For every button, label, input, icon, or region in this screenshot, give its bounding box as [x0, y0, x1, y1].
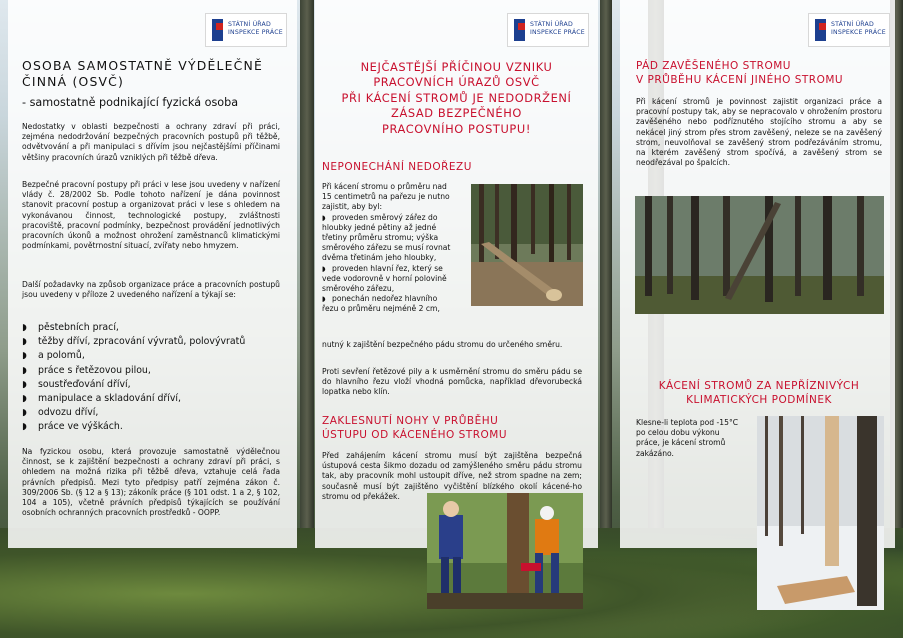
bullet-icon: ◗ [322, 295, 326, 304]
col1-title-line2: ČINNÁ (OSVČ) [22, 74, 125, 89]
text-line: práce, je kácení stromů [636, 438, 726, 448]
text-line: zakázáno. [636, 448, 674, 458]
list-item: ◗ manipulace a skladování dříví, [22, 392, 282, 406]
list-item: ◗ odvozu dříví, [22, 406, 282, 420]
list-item: ◗ těžby dříví, zpracování vývratů, polovývratů [22, 335, 282, 349]
logo-mark-icon [514, 19, 525, 41]
section-title-nedorez: NEPONECHÁNÍ NEDOŘEZU [322, 161, 472, 173]
text-line: vede vodorovně v horní polovině [322, 273, 447, 283]
text-line: směrového zářezu, [322, 284, 395, 294]
section-title-zaveseny-strom [636, 59, 843, 87]
felled-tree-illustration [471, 184, 583, 306]
tree-trunk [300, 0, 314, 548]
logo-line1: STÁTNÍ ÚŘAD [228, 21, 271, 28]
text-line: řezu o průměru nejméně 2 cm, [322, 304, 440, 314]
headline-line: PŘI KÁCENÍ STROMŮ JE NEDODRŽENÍ [341, 90, 572, 105]
title-line: KÁCENÍ STROMŮ ZA NEPŘÍZNIVÝCH [658, 380, 860, 392]
text-line: po celou dobu výkonu [636, 428, 720, 438]
text-line: ponechán nedořez hlavního [332, 294, 438, 304]
col1-paragraph-4: Na fyzickou osobu, která provozuje samostatně výdělečnou činnost, se k zajištění bezpečnosti a ochrany zdraví při práci, s ohledem na možná rizika při těžbě dřeva, vztahuje celá řada právních předpisů. Mezi tyto předpisy patří zejména zákon č. 309/2006 Sb. (§ 12 a § 13); zákoník práce (§ 101 odst. 1 a 2, § 102, 104 a 105), včetně právních předpisů týkajících se používání osobních ochranných pracovních prostředků - OOPP. [22, 447, 280, 518]
suip-logo [507, 13, 589, 47]
bullet-item [322, 264, 462, 274]
col2-s1-tail: nutný k zajištění bezpečného pádu stromu do určeného směru. [322, 340, 563, 349]
col1-list [22, 321, 282, 435]
col1-paragraph-3: Další požadavky na způsob organizace práce a pracovních postupů jsou uvedeny v příloze 2 uvedeného nařízení a týkají se: [22, 280, 280, 300]
logo-mark-icon [212, 19, 223, 41]
section-title-klima [636, 379, 882, 407]
text-line: Klesne-li teplota pod -15°C [636, 418, 739, 427]
logo-line1: STÁTNÍ ÚŘAD [831, 21, 874, 28]
logo-line2: INSPEKCE PRÁCE [228, 29, 283, 36]
list-item: ◗ soustřeďování dříví, [22, 378, 282, 392]
text-line: proveden hlavní řez, který se [332, 263, 443, 273]
logo-line1: STÁTNÍ ÚŘAD [530, 21, 573, 28]
col1-subtitle: - samostatně podnikající fyzická osoba [22, 96, 239, 109]
text-line: hloubky jedné pětiny až jedné [322, 222, 437, 232]
workers-illustration [427, 493, 583, 609]
title-line: PÁD ZAVĚŠENÉHO STROMU [636, 60, 791, 72]
text-line: Při kácení stromu o průměru nad [322, 182, 447, 191]
logo-mark-icon [815, 19, 826, 41]
photo-workers-chainsaw [427, 493, 583, 609]
list-item: ◗ práce s řetězovou pilou, [22, 364, 282, 378]
photo-hung-tree [635, 196, 884, 314]
col1-title [22, 58, 284, 90]
section-title-zaklesnuti [322, 414, 507, 442]
col1-title-line1: OSOBA SAMOSTATNĚ VÝDĚLEČNĚ [22, 58, 263, 73]
suip-logo [808, 13, 890, 47]
photo-winter-stump [757, 416, 884, 610]
col1-paragraph-2: Bezpečné pracovní postupy při práci v lese jsou uvedeny v nařízení vlády č. 28/2002 Sb. Podle tohoto nařízení je dána povinnost stanovit pracovní postup a organizovat práci v lese s ohledem na vykonávanou činnost, technologické postupy, zvláštnosti pracoviště, pracovní podmínky, bezpečnost provádění jednotlivých pracovních úkonů a možnost ohrožení zaměstnanců klimatickými podmínkami, povětrnostní situací, zvířaty nebo hmyzem. [22, 180, 280, 251]
col2-s2-paragraph: Před zahájením kácení stromu musí být zajištěna bezpečná ústupová cesta šikmo dozadu od zamýšleného směru pádu stromu tak, aby pracovník mohl ustoupit dříve, než strom spadne na zem; současně musí být zajištěno vyčištění blízkého okolí kácené-ho stromu od překážek. [322, 451, 582, 501]
list-item: ◗ práce ve výškách. [22, 420, 282, 434]
bullet-item [322, 294, 462, 304]
text-line: třetiny průměru stromu; výška [322, 233, 439, 243]
text-line: směrového zářezu se musí rovnat [322, 243, 451, 253]
col2-s1-text [322, 182, 462, 315]
col3-s2-text [636, 418, 750, 459]
photo-felled-tree [471, 184, 583, 306]
col2-headline [318, 60, 595, 137]
hung-tree-illustration [635, 196, 884, 314]
title-line: ÚSTUPU OD KÁCENÉHO STROMU [322, 429, 508, 441]
winter-tree-illustration [757, 416, 884, 610]
suip-logo [205, 13, 287, 47]
text-line: dvěma třetinám jeho hloubky, [322, 253, 437, 263]
list-item: ◗ pěstebních prací, [22, 321, 282, 335]
text-line: proveden směrový zářez do [332, 212, 438, 222]
title-line: ZAKLESNUTÍ NOHY V PRŮBĚHU [322, 415, 499, 427]
logo-line2: INSPEKCE PRÁCE [831, 29, 886, 36]
headline-line: NEJČASTĚJŠÍ PŘÍČINOU VZNIKU [360, 60, 553, 74]
headline-line: ZÁSAD BEZPEČNÉHO [391, 106, 522, 121]
col2-s1-paragraph-2: Proti sevření řetězové pily a k usměrnění stromu do směru pádu se do hlavního řezu vloží vhodná pomůcka, například dřevorubecká lopatka nebo klín. [322, 367, 582, 397]
text-line: 15 centimetrů na pařezu je nutno [322, 192, 450, 202]
col1-paragraph-1: Nedostatky v oblasti bezpečnosti a ochrany zdraví při práci, zejména nedodržování bezpečných pracovních postupů při těžbě, odvětvování a při manipulaci s dřívím jsou nejčastějšími příčinami většiny pracovních úrazů vzniklých při těžbě dřeva. [22, 122, 280, 162]
bullet-item [322, 213, 462, 223]
col3-s1-paragraph: Při kácení stromů je povinnost zajistit organizaci práce a pracovní postupy tak, aby se nepracovalo v ohrožením prostoru zavěšeného nebo podříznutého stojícího stromu a aby se nekácel jiný strom přes strom zavěšený, neleze se na zavěšený strom, neuvolňoval se zavěšený strom podřezáváním stromu, na kterém zavěšený strom spočívá, a zavěšený strom se neodřezával po špalcích. [636, 97, 882, 168]
headline-line: PRACOVNÍCH ÚRAZŮ OSVČ [373, 75, 540, 90]
title-line: V PRŮBĚHU KÁCENÍ JINÉHO STROMU [636, 74, 844, 86]
list-item: ◗ a polomů, [22, 349, 282, 363]
tree-trunk [600, 0, 612, 548]
logo-line2: INSPEKCE PRÁCE [530, 29, 585, 36]
bullet-icon: ◗ [322, 213, 326, 222]
text-line: zajistit, aby byl: [322, 202, 383, 212]
headline-line: PRACOVNÍHO POSTUPU! [382, 121, 531, 136]
title-line: KLIMATICKÝCH PODMÍNEK [686, 394, 832, 406]
bullet-icon: ◗ [322, 264, 326, 273]
